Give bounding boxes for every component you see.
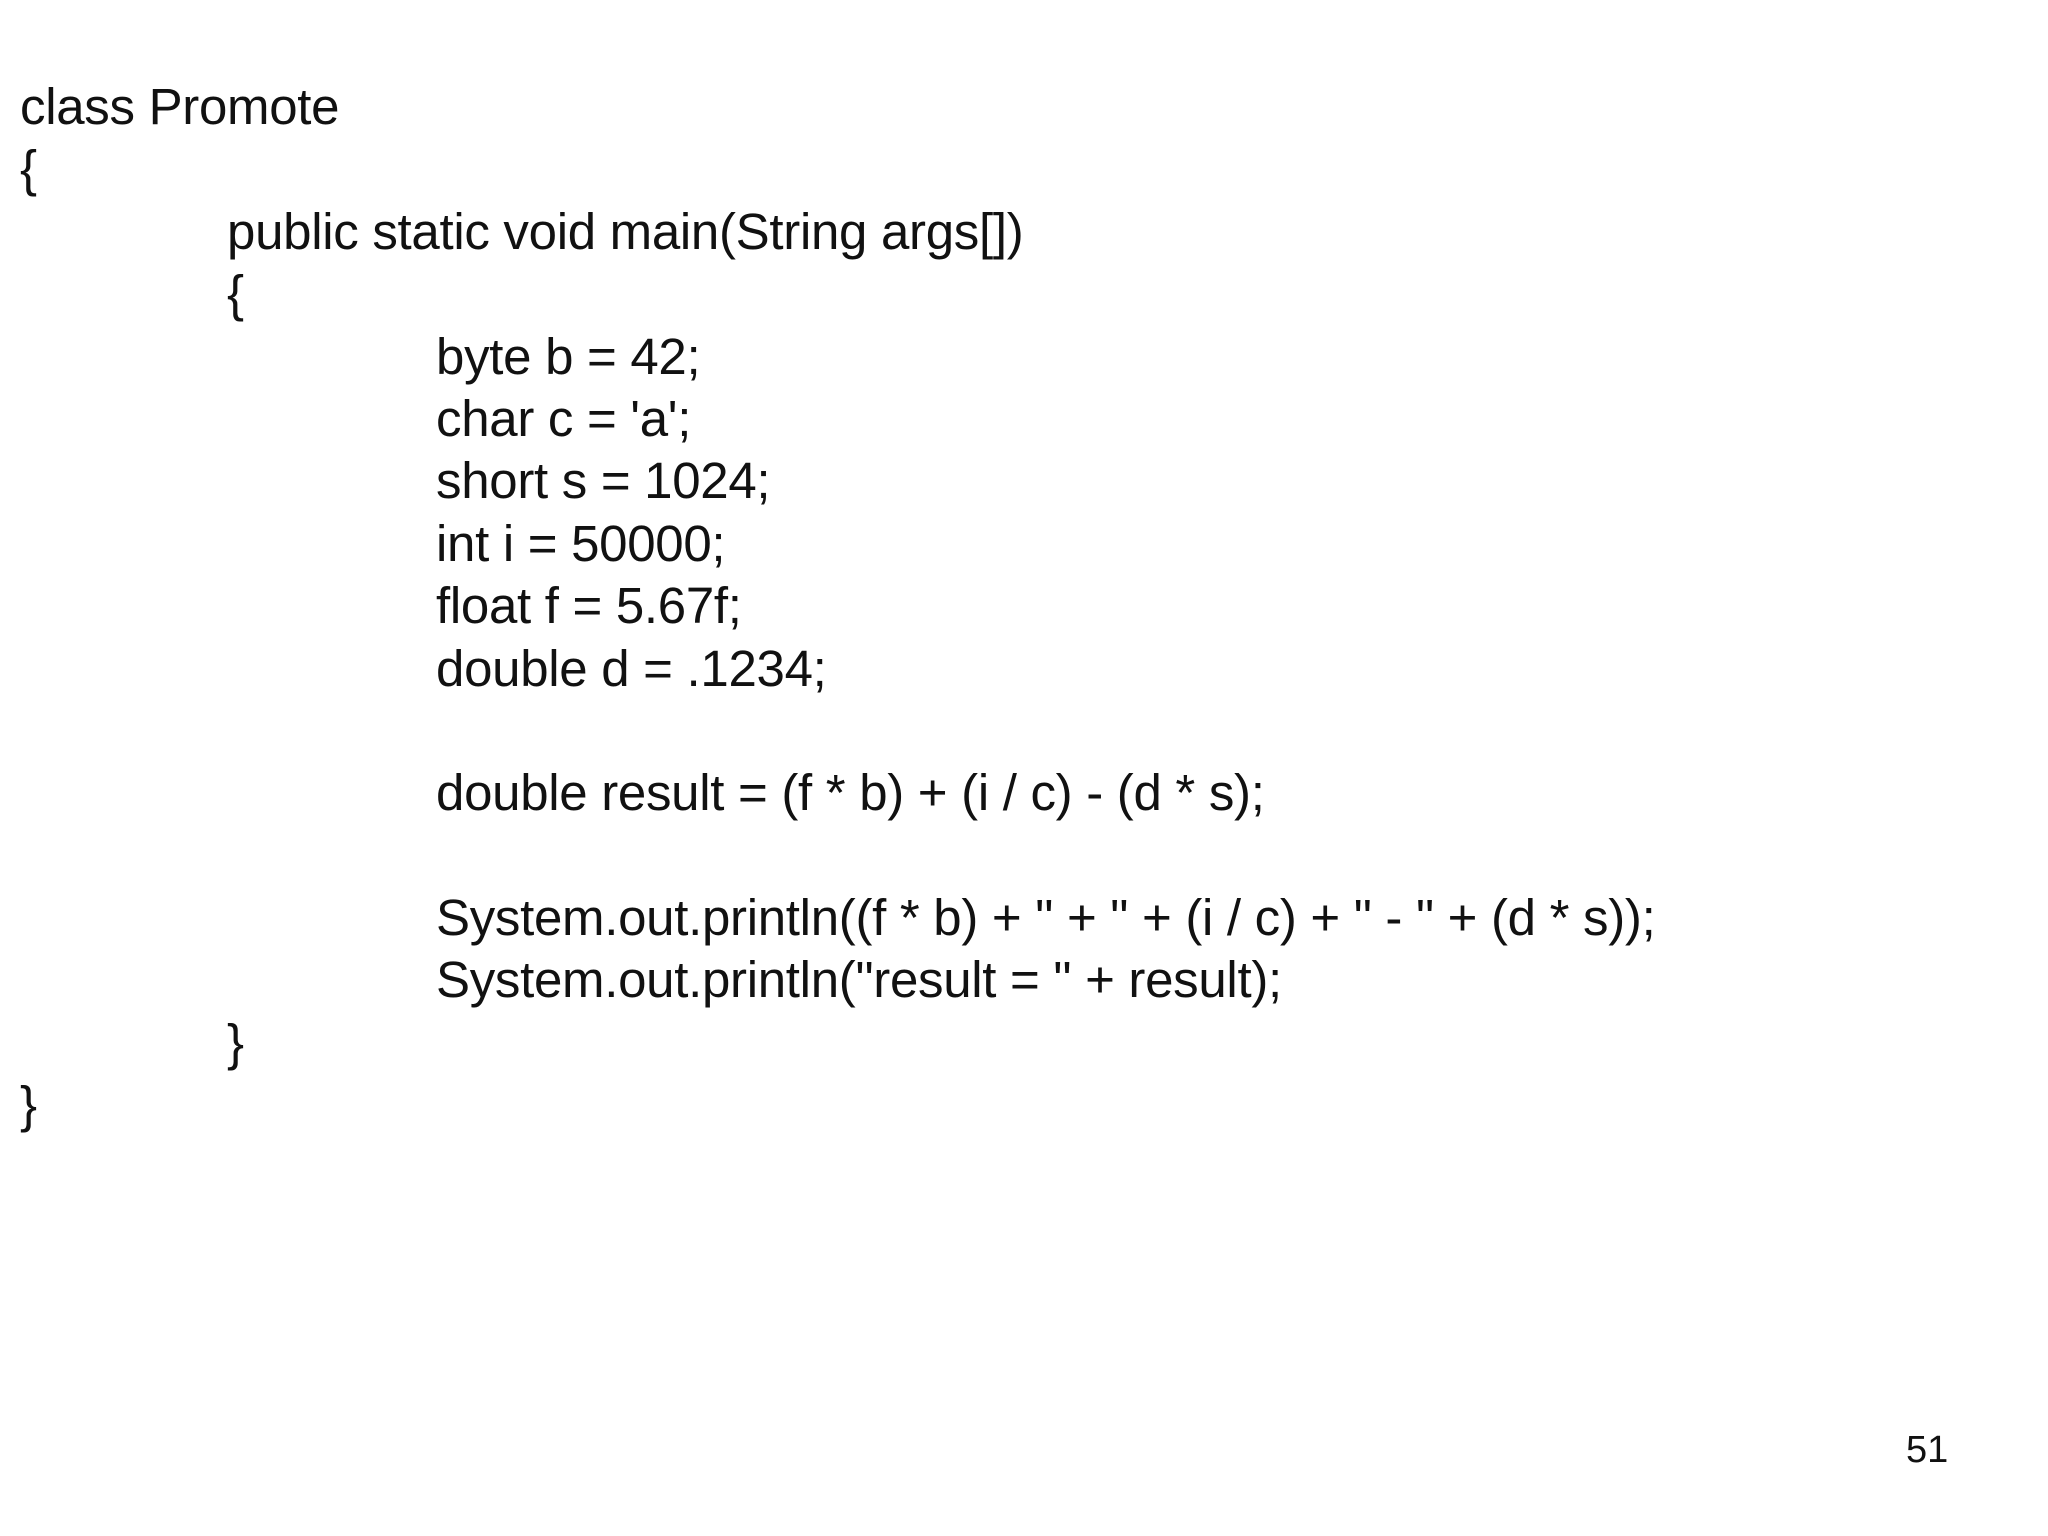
code-line-println-result: System.out.println("result = " + result); [436,951,1282,1009]
code-line-method-open-brace: { [227,265,244,323]
code-line-blank [20,825,1655,887]
code-line-method-close-brace: } [227,1013,244,1071]
code-line-byte: byte b = 42; [436,327,701,385]
code-line-println-terms: System.out.println((f * b) + " + " + (i / c) + " - " + (d * s)); [436,889,1656,947]
code-line-class-close-brace: } [20,1076,37,1134]
code-line-result: double result = (f * b) + (i / c) - (d * s); [436,764,1265,822]
code-block [20,76,1655,1137]
page-number: 51 [1906,1429,1949,1471]
code-line-main-method: public static void main(String args[]) [227,202,1024,260]
code-line-class-declaration: class Promote [20,78,340,135]
code-line-int: int i = 50000; [436,514,726,572]
code-line-blank [20,700,1655,762]
code-line-short: short s = 1024; [436,452,771,510]
code-line-float: float f = 5.67f; [436,577,742,635]
code-line-char: char c = 'a'; [436,389,692,447]
code-line-class-open-brace: { [20,140,37,198]
code-line-double: double d = .1234; [436,639,827,697]
